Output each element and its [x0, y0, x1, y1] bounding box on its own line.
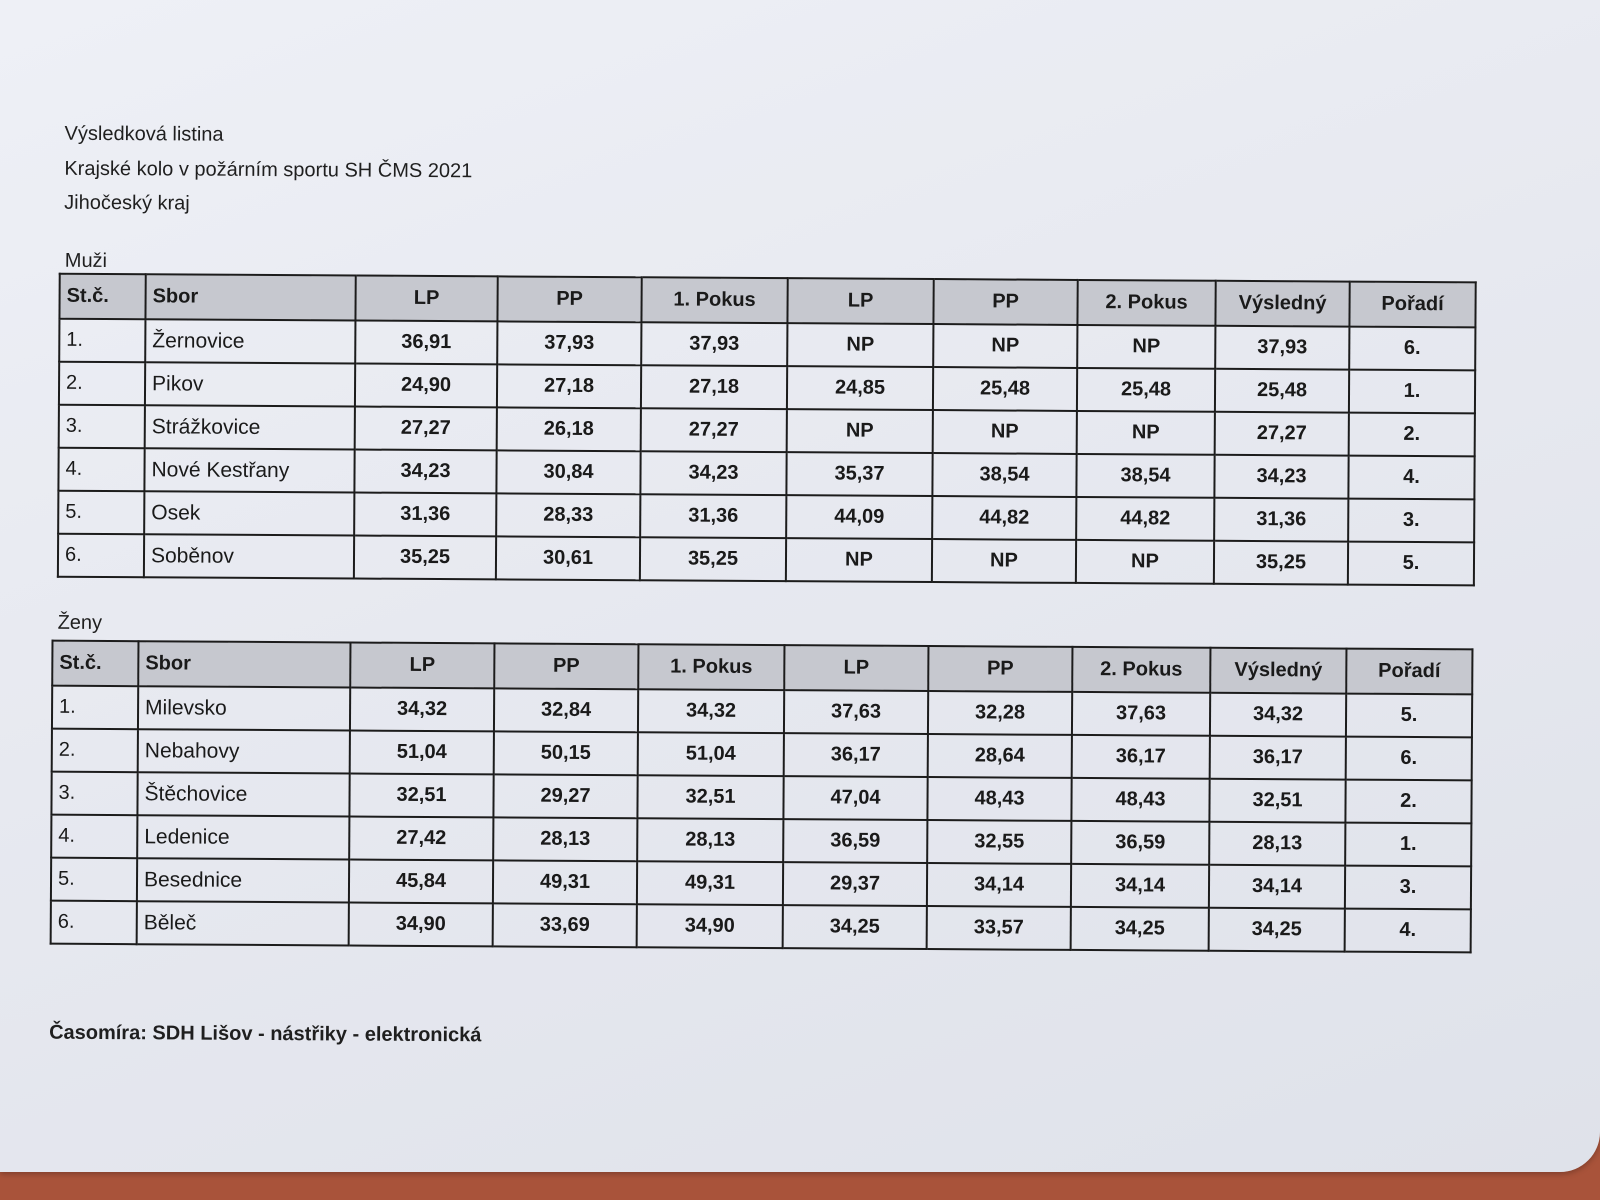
rank-cell: 6.	[1349, 327, 1475, 371]
time-cell: 47,04	[783, 776, 927, 820]
time-cell: 35,25	[640, 537, 786, 581]
time-cell: 36,17	[784, 733, 928, 777]
time-cell: 33,57	[927, 906, 1071, 950]
time-cell: 49,31	[637, 861, 783, 905]
column-header: PP	[497, 276, 641, 322]
time-cell: 32,55	[927, 820, 1071, 864]
time-cell: 45,84	[349, 859, 493, 903]
rank-cell: 1.	[1345, 823, 1471, 867]
region-name: Jihočeský kraj	[64, 191, 190, 215]
time-cell: 34,23	[640, 451, 786, 495]
time-cell: 34,23	[354, 450, 496, 494]
time-cell: 51,04	[350, 730, 494, 774]
time-cell: 36,91	[355, 321, 497, 365]
column-header: Výsledný	[1210, 648, 1346, 694]
final-time-cell: 34,14	[1209, 865, 1345, 909]
time-cell: 44,82	[1076, 497, 1214, 541]
column-header: Výsledný	[1215, 281, 1349, 327]
table-row	[58, 534, 1474, 586]
rank-cell: 5.	[1346, 694, 1472, 738]
table-body	[51, 686, 1473, 953]
time-cell: NP	[787, 409, 933, 453]
final-time-cell: 25,48	[1215, 369, 1349, 413]
start-number-cell: 4.	[51, 815, 137, 859]
column-header: 2. Pokus	[1072, 647, 1210, 693]
team-name-cell: Nebahovy	[138, 729, 350, 773]
time-cell: NP	[932, 539, 1076, 583]
column-header: 2. Pokus	[1077, 280, 1215, 326]
column-header: Pořadí	[1349, 282, 1475, 328]
start-number-cell: 6.	[51, 901, 137, 945]
time-cell: NP	[786, 538, 932, 582]
rank-cell: 2.	[1345, 780, 1471, 824]
final-time-cell: 34,25	[1209, 908, 1345, 952]
results-table-zeny	[50, 640, 1474, 954]
results-table-muzi	[57, 273, 1477, 587]
start-number-cell: 3.	[59, 405, 145, 449]
time-cell: 38,54	[932, 453, 1076, 497]
start-number-cell: 2.	[52, 729, 138, 773]
time-cell: NP	[933, 410, 1077, 454]
time-cell: NP	[787, 323, 933, 367]
time-cell: 37,63	[784, 690, 928, 734]
column-header: St.č.	[59, 274, 145, 320]
column-header: PP	[494, 643, 638, 689]
competition-name: Krajské kolo v požárním sportu SH ČMS 2021	[64, 157, 473, 183]
final-time-cell: 28,13	[1209, 822, 1345, 866]
section-label-zeny: Ženy	[57, 611, 103, 634]
time-cell: 36,59	[783, 819, 927, 863]
time-cell: 32,28	[928, 691, 1072, 735]
time-cell: 34,25	[1071, 907, 1209, 951]
final-time-cell: 37,93	[1215, 326, 1349, 370]
column-header: LP	[784, 645, 928, 691]
time-cell: 24,85	[787, 366, 933, 410]
time-cell: NP	[933, 324, 1077, 368]
column-header: LP	[350, 643, 494, 689]
rank-cell: 4.	[1348, 456, 1474, 500]
start-number-cell: 2.	[59, 362, 145, 406]
column-header: St.č.	[52, 641, 138, 687]
time-cell: 34,25	[783, 905, 927, 949]
time-cell: 37,93	[641, 322, 787, 366]
time-cell: 37,63	[1072, 692, 1210, 736]
rank-cell: 5.	[1348, 542, 1474, 586]
time-cell: 30,61	[496, 536, 640, 580]
time-cell: 28,33	[496, 493, 640, 537]
time-cell: 37,93	[497, 321, 641, 365]
time-cell: 27,18	[497, 364, 641, 408]
time-cell: 44,82	[932, 496, 1076, 540]
time-cell: 27,42	[349, 816, 493, 860]
time-cell: 27,18	[641, 365, 787, 409]
team-name-cell: Ledenice	[137, 815, 349, 859]
time-cell: 25,48	[933, 367, 1077, 411]
table-body	[58, 319, 1476, 586]
time-cell: 31,36	[354, 493, 496, 537]
start-number-cell: 3.	[51, 772, 137, 816]
document-title: Výsledková listina	[64, 122, 224, 146]
start-number-cell: 5.	[51, 858, 137, 902]
time-cell: 51,04	[638, 732, 784, 776]
time-cell: 29,37	[783, 862, 927, 906]
time-cell: 28,64	[928, 734, 1072, 778]
time-cell: 32,51	[349, 773, 493, 817]
final-time-cell: 32,51	[1209, 779, 1345, 823]
time-cell: 34,32	[638, 689, 784, 733]
time-cell: 34,14	[1071, 864, 1209, 908]
table-row	[51, 901, 1471, 953]
time-cell: 32,84	[494, 688, 638, 732]
column-header: 1. Pokus	[641, 277, 787, 323]
time-cell: 29,27	[493, 774, 637, 818]
team-name-cell: Osek	[144, 491, 354, 535]
time-cell: 34,14	[927, 863, 1071, 907]
team-name-cell: Žernovice	[145, 319, 355, 363]
column-header: Sbor	[138, 641, 350, 687]
time-cell: 35,25	[354, 536, 496, 580]
time-cell: NP	[1077, 411, 1215, 455]
team-name-cell: Pikov	[145, 362, 355, 406]
time-cell: 26,18	[497, 407, 641, 451]
column-header: LP	[787, 278, 933, 324]
time-cell: 38,54	[1076, 454, 1214, 498]
time-cell: 27,27	[641, 408, 787, 452]
time-cell: NP	[1077, 325, 1215, 369]
time-cell: 48,43	[1071, 778, 1209, 822]
timing-note: Časomíra: SDH Lišov - nástřiky - elektronická	[49, 1021, 482, 1047]
time-cell: 36,59	[1071, 821, 1209, 865]
team-name-cell: Běleč	[137, 901, 349, 945]
final-time-cell: 34,32	[1210, 693, 1346, 737]
rank-cell: 6.	[1346, 737, 1472, 781]
time-cell: 48,43	[927, 777, 1071, 821]
time-cell: 49,31	[493, 860, 637, 904]
time-cell: 35,37	[786, 452, 932, 496]
time-cell: 34,32	[350, 687, 494, 731]
rank-cell: 4.	[1345, 909, 1471, 953]
start-number-cell: 6.	[58, 534, 144, 578]
team-name-cell: Nové Kestřany	[144, 448, 354, 492]
start-number-cell: 4.	[58, 448, 144, 492]
column-header: PP	[928, 646, 1072, 692]
time-cell: 24,90	[355, 364, 497, 408]
rank-cell: 3.	[1348, 499, 1474, 543]
final-time-cell: 36,17	[1210, 736, 1346, 780]
time-cell: 36,17	[1072, 735, 1210, 779]
time-cell: 27,27	[355, 407, 497, 451]
start-number-cell: 1.	[52, 686, 138, 730]
team-name-cell: Milevsko	[138, 686, 350, 730]
time-cell: 25,48	[1077, 368, 1215, 412]
column-header: 1. Pokus	[638, 644, 784, 690]
time-cell: 28,13	[493, 817, 637, 861]
section-label-muzi: Muži	[64, 249, 108, 273]
time-cell: NP	[1076, 540, 1214, 584]
final-time-cell: 34,23	[1214, 455, 1348, 499]
time-cell: 31,36	[640, 494, 786, 538]
team-name-cell: Štěchovice	[137, 772, 349, 816]
column-header: PP	[933, 279, 1077, 325]
time-cell: 44,09	[786, 495, 932, 539]
rank-cell: 2.	[1349, 413, 1475, 457]
final-time-cell: 31,36	[1214, 498, 1348, 542]
final-time-cell: 35,25	[1214, 541, 1348, 585]
time-cell: 34,90	[637, 904, 783, 948]
rank-cell: 1.	[1349, 370, 1475, 414]
start-number-cell: 5.	[58, 491, 144, 535]
time-cell: 34,90	[349, 902, 493, 946]
rank-cell: 3.	[1345, 866, 1471, 910]
team-name-cell: Strážkovice	[145, 405, 355, 449]
start-number-cell: 1.	[59, 319, 145, 363]
time-cell: 30,84	[496, 450, 640, 494]
column-header: Pořadí	[1346, 649, 1472, 695]
time-cell: 32,51	[637, 775, 783, 819]
time-cell: 33,69	[493, 903, 637, 947]
column-header: LP	[355, 276, 497, 322]
time-cell: 50,15	[494, 731, 638, 775]
team-name-cell: Soběnov	[144, 534, 354, 578]
time-cell: 28,13	[637, 818, 783, 862]
final-time-cell: 27,27	[1215, 412, 1349, 456]
column-header: Sbor	[145, 274, 355, 320]
team-name-cell: Besednice	[137, 858, 349, 902]
